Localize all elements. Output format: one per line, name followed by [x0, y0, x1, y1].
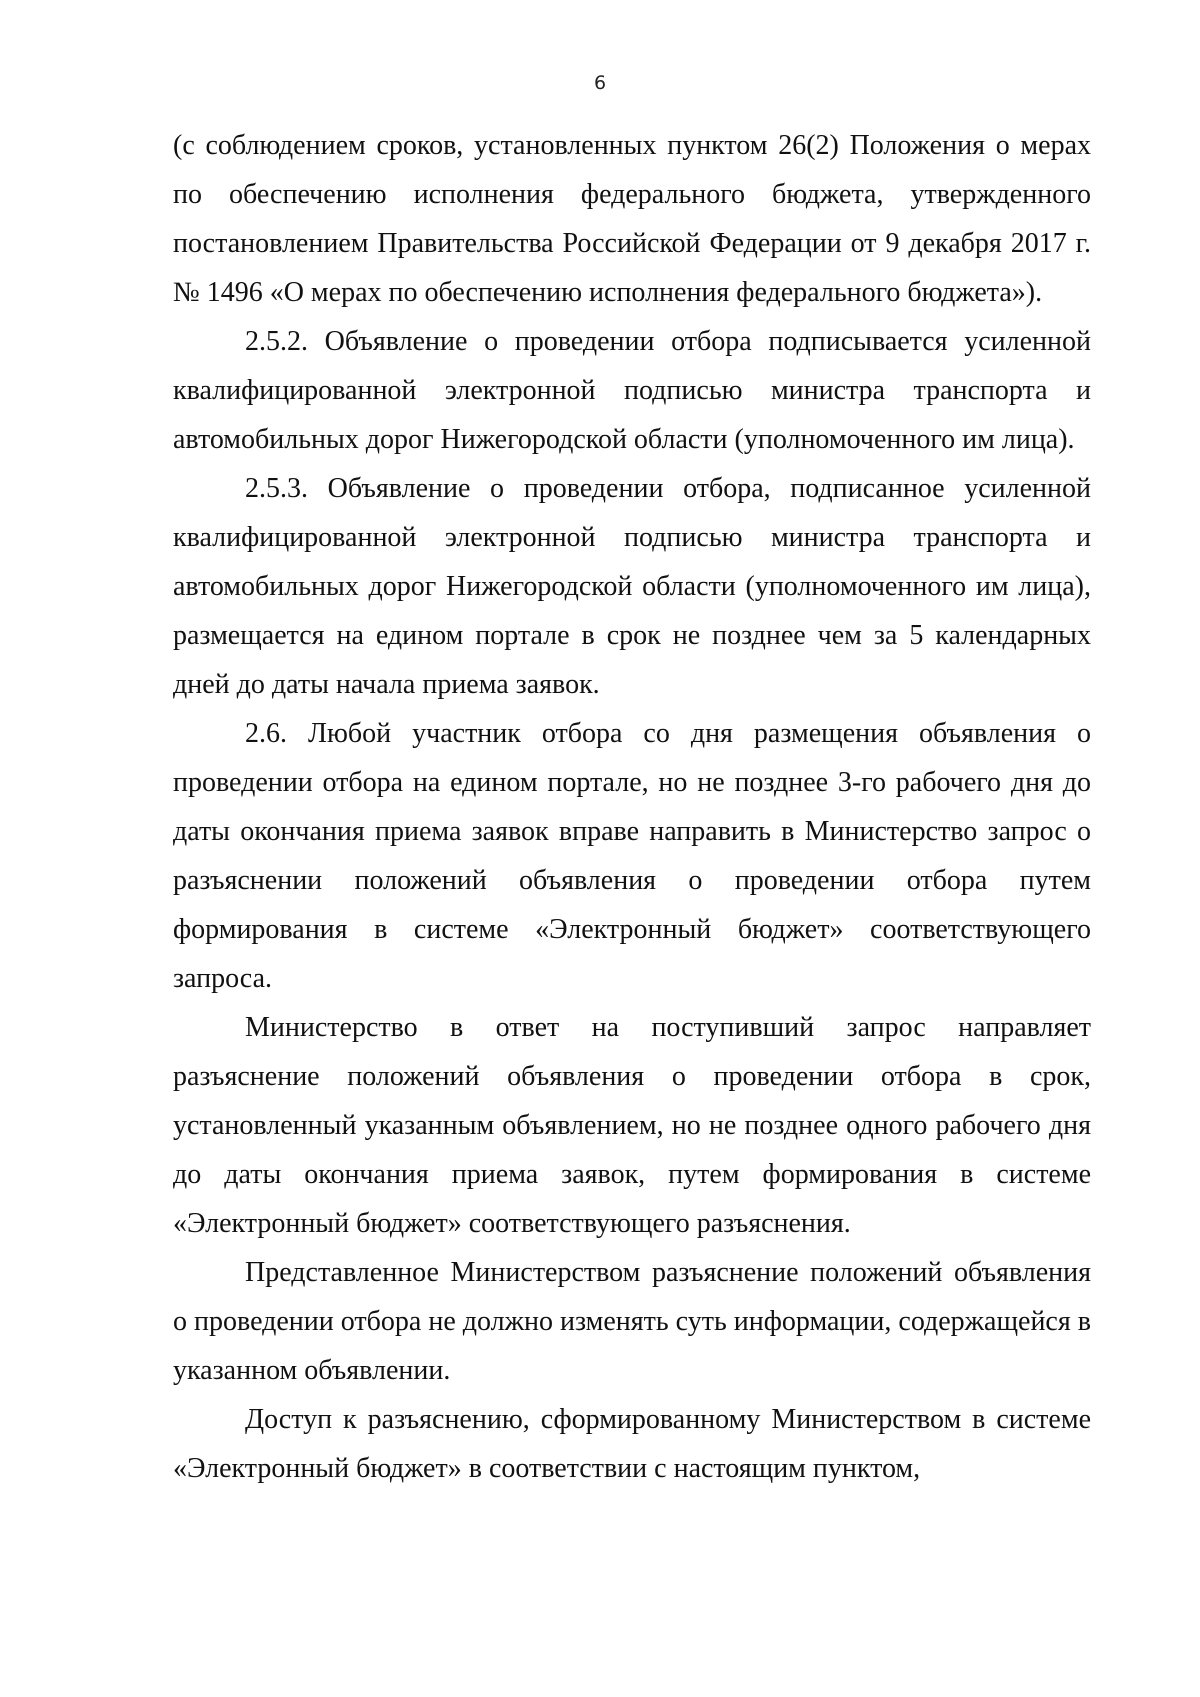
paragraph-ministry-response: Министерство в ответ на поступивший запрос направляет разъяснение положений объявления о проведении отбора в срок, установленный указанным объявлением, но не позднее одного рабочего дня до даты окончания приема заявок, путем формирования в системе «Электронный бюджет» соответствующего разъяснения. — [173, 1012, 1091, 1239]
paragraph-2-5-2: 2.5.2. Объявление о проведении отбора подписывается усиленной квалифицированной электронной подписью министра транспорта и автомобильных дорог Нижегородской области (уполномоченного им лица). — [173, 326, 1091, 455]
paragraph-2-5-3: 2.5.3. Объявление о проведении отбора, подписанное усиленной квалифицированной электронной подписью министра транспорта и автомобильных дорог Нижегородской области (уполномоченного им лица), размещается на едином портале в срок не позднее чем за 5 календарных дней до даты начала приема заявок. — [173, 473, 1091, 700]
document-body — [173, 121, 1091, 1493]
paragraph-clarification-access: Доступ к разъяснению, сформированному Министерством в системе «Электронный бюджет» в соответствии с настоящим пунктом, — [173, 1404, 1091, 1484]
paragraph-2-6: 2.6. Любой участник отбора со дня размещения объявления о проведении отбора на едином портале, но не позднее 3-го рабочего дня до даты окончания приема заявок вправе направить в Министерство запрос о разъяснении положений объявления о проведении отбора путем формирования в системе «Электронный бюджет» соответствующего запроса. — [173, 718, 1091, 994]
paragraph-clarification-content: Представленное Министерством разъяснение положений объявления о проведении отбора не должно изменять суть информации, содержащейся в указанном объявлении. — [173, 1257, 1091, 1386]
page-number: 6 — [593, 72, 607, 94]
paragraph-continuation: (с соблюдением сроков, установленных пунктом 26(2) Положения о мерах по обеспечению исполнения федерального бюджета, утвержденного постановлением Правительства Российской Федерации от 9 декабря 2017 г. № 1496 «О мерах по обеспечению исполнения федерального бюджета»). — [173, 130, 1091, 308]
